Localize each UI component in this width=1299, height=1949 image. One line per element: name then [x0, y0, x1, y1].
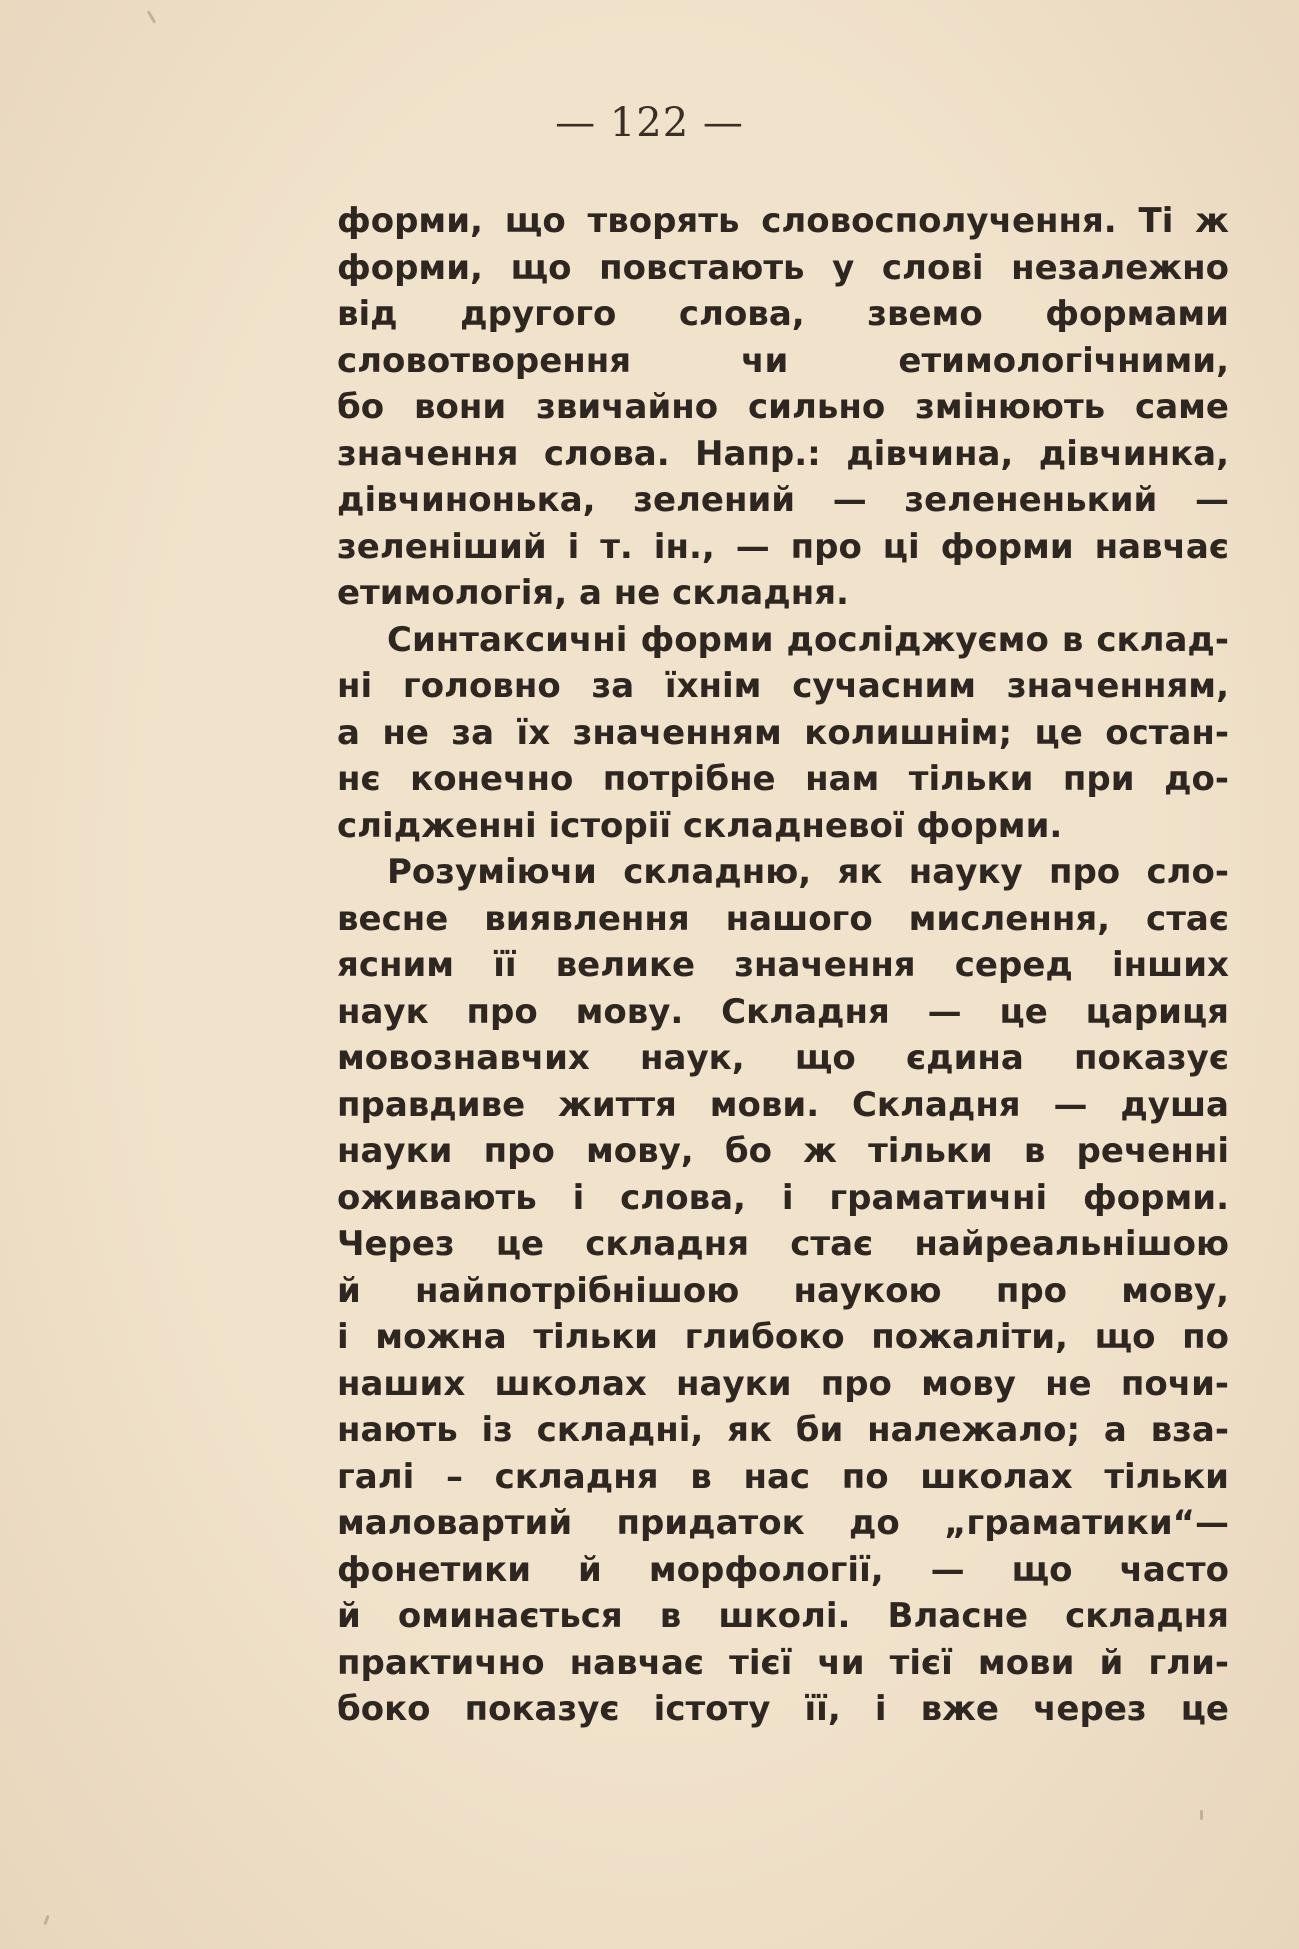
paper-blemish [43, 1915, 49, 1925]
text-line: мовознавчих наук, що єдина показує [337, 1038, 1229, 1078]
text-line: а не за їх значенням колишнім; це остан- [337, 712, 1229, 753]
text-line: бо вони звичайно сильно змінюють саме [337, 387, 1229, 427]
text-line: наших школах науки про мову не почи- [337, 1363, 1229, 1404]
text-line: ні головно за їхнім сучасним значенням, [337, 666, 1229, 706]
text-line: значення слова. Напр.: дівчина, дівчинка, [337, 433, 1229, 474]
text-line: ясним її велике значення серед інших [337, 945, 1229, 985]
text-line: й найпотрібнішою наукою про мову, [337, 1270, 1229, 1311]
text-line: етимологія, а не складня. [337, 573, 849, 613]
text-line: боко показує істоту її, і вже через це [337, 1689, 1229, 1729]
text-line: нають із складні, як би належало; а вза- [337, 1410, 1229, 1450]
text-line: оживають і слова, і граматичні форми. [337, 1177, 1229, 1218]
text-line: слідженні історії складневої форми. [337, 805, 1063, 846]
text-line: правдиве життя мови. Складня — душа [337, 1084, 1229, 1125]
text-line: маловартий придаток до „граматики“— [337, 1503, 1229, 1543]
text-line: фонетики й морфології, — що часто [337, 1549, 1229, 1590]
text-line: й оминається в школі. Власне складня [337, 1596, 1229, 1636]
text-line: практично навчає тієї чи тієї мови й гли- [337, 1642, 1229, 1683]
text-line: весне виявлення нашого мислення, стає [337, 898, 1229, 939]
text-line: і можна тільки глибоко пожаліти, що по [337, 1317, 1229, 1357]
text-line: форми, що повстають у слові незалежно [337, 247, 1229, 288]
text-line: Розуміючи складню, як науку про сло- [387, 852, 1229, 892]
text-line: від другого слова, звемо формами [337, 294, 1229, 334]
page-number: — 122 — [555, 100, 744, 146]
text-line: Через це складня стає найреальнішою [337, 1224, 1229, 1264]
paper-blemish [1200, 1810, 1203, 1820]
text-line: дівчинонька, зелений — зелененький — [337, 480, 1229, 520]
body-text [337, 198, 1229, 1733]
text-line: Синтаксичні форми досліджуємо в склад- [387, 619, 1229, 660]
text-line: словотворення чи етимологічними, [337, 340, 1229, 381]
text-line: науки про мову, бо ж тільки в реченні [337, 1131, 1229, 1171]
text-line: наук про мову. Складня — це цариця [337, 991, 1229, 1032]
text-line: нє конечно потрібне нам тільки при до- [337, 759, 1229, 799]
text-line: галі – складня в нас по школах тільки [337, 1456, 1229, 1497]
text-line: зеленіший і т. ін., — про ці форми навчає [337, 526, 1229, 567]
paper-blemish [147, 10, 157, 24]
text-line: форми, що творять словосполучення. Ті ж [337, 201, 1229, 241]
